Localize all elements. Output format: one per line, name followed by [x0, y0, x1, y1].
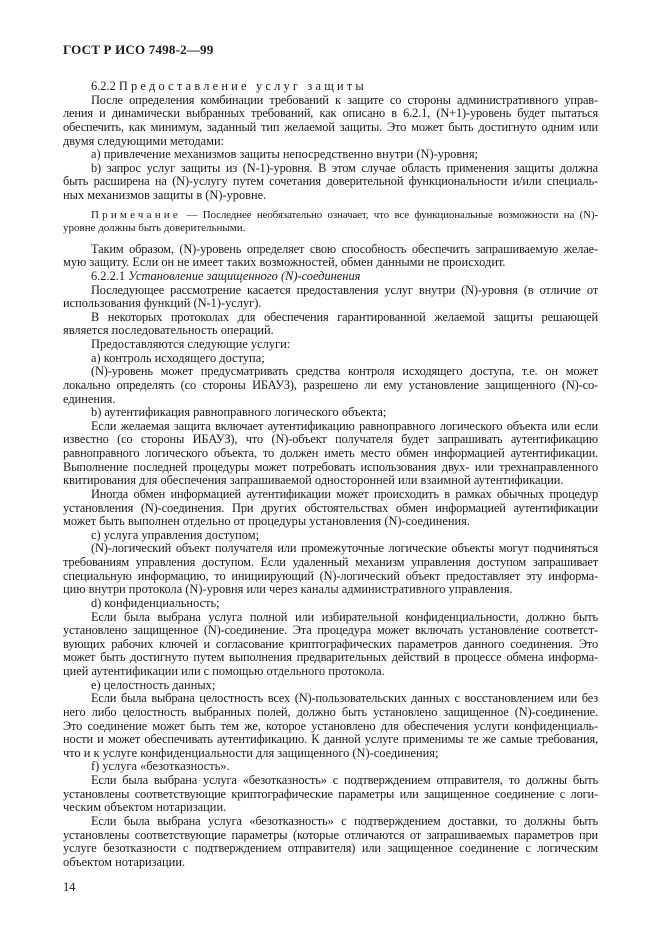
- paragraph: [63, 162, 598, 203]
- text-line: может быть достигнуто путем выполнения предварительных действий в процессе обмена информа-: [63, 650, 598, 665]
- note-label: Примечание: [91, 208, 181, 221]
- text-line: установлены соответствующие параметры (которые отличаются от запрашиваемых параметров при: [63, 827, 598, 842]
- text-line: единения.: [63, 391, 116, 406]
- text-line: После определения комбинации требований к защите со стороны административного управ-: [91, 92, 598, 107]
- paragraphs-group-1: [63, 94, 598, 203]
- text-line: него либо целостность выбранных полей, должно быть установлено защищенное (N)-соединение.: [63, 704, 598, 719]
- text-line: Если была выбрана услуга «безотказность» с подтверждением доставки, то должны быть: [91, 813, 598, 828]
- text-line: ческим объектом нотаризации.: [63, 800, 227, 815]
- text-line: a) привлечение механизмов защиты непосредственно внутри (N)-уровня;: [91, 147, 478, 162]
- section-number: 6.2.2: [91, 79, 116, 93]
- paragraph: [63, 815, 598, 870]
- text-line: Предоставляются следующие услуги:: [91, 337, 291, 351]
- paragraph: [63, 529, 598, 543]
- text-line: установлено защищенное (N)-соединение. Эта процедура может включать установление соответст-: [63, 623, 598, 638]
- subsection-title: Установление защищенного (N)-соединения: [128, 268, 361, 283]
- text-line: ных механизмов защиты в (N)-уровне.: [63, 188, 267, 202]
- paragraph: [63, 774, 598, 815]
- paragraph: [63, 284, 598, 311]
- text-line: цией аутентификации или с помощью отдельного протокола.: [63, 664, 385, 678]
- paragraph: [63, 148, 598, 162]
- text-line: что и к услуге конфиденциальности для защищенного (N)-соединения;: [63, 745, 439, 760]
- paragraph: [63, 420, 598, 488]
- paragraph: [63, 94, 598, 149]
- text-line: b) запрос услуг защиты из (N-1)-уровня. В этом случае область применения защиты должна: [91, 160, 598, 175]
- text-line: (N)-логический объект получателя или промежуточные логические объекты могут подчиняться: [91, 541, 598, 556]
- text-line: быть расширена на (N)-услугу путем сочетания доверительной функциональности и/или специаль-: [63, 174, 598, 189]
- text-line: (N)-уровень может предусматривать средства контроля исходящего доступа, т.е. он может: [91, 364, 598, 379]
- text-line: объектом нотаризации.: [63, 854, 186, 869]
- text-line: f) услуга «безотказность».: [91, 759, 230, 774]
- paragraph: [63, 542, 598, 597]
- text-line: Если была выбрана услуга полной или избирательной конфиденциальности, должно быть: [91, 609, 598, 624]
- text-line: d) конфиденциальность;: [91, 595, 220, 610]
- text-line: ления и динамически выбранных требований, как описано в 6.2.1, (N+1)-уровень будет пытаться: [63, 106, 598, 121]
- section-title: Предоставление услуг защиты: [118, 79, 367, 93]
- text-line: Последующее рассмотрение касается предоставления услуг внутри (N)-уровня (в отличие от: [91, 282, 598, 297]
- text-line: Если была выбрана услуга «безотказность» с подтверждением отправителя, то должны быть: [91, 773, 598, 787]
- paragraph: [63, 243, 598, 270]
- paragraph: [63, 679, 598, 693]
- note-line: [63, 209, 598, 222]
- text-line: В некоторых протоколах для обеспечения гарантированной желаемой защиты решающей: [91, 309, 598, 324]
- text-line: Иногда обмен информацией аутентификации может происходить в рамках обычных процедур: [91, 486, 598, 501]
- paragraph: [63, 406, 598, 420]
- paragraph: [63, 352, 598, 366]
- text-line: Если была выбрана целостность всех (N)-пользовательских данных с восстановлением или без: [91, 691, 598, 706]
- text-line: Таким образом, (N)-уровень определяет свою способность обеспечить запрашиваемую желае-: [91, 241, 598, 256]
- text-line: ности и может обеспечивать аутентификацию. К данной услуге применимы те же самые требования,: [63, 732, 598, 747]
- paragraph: [63, 365, 598, 406]
- text-line: e) целостность данных;: [91, 677, 216, 692]
- text-line: обеспечить, как минимум, заданный тип желаемой защиты. Это может быть достигнуто одним или: [63, 119, 598, 134]
- text-line: Если желаемая защита включает аутентификацию равноправного логического объекта или если: [91, 418, 598, 433]
- section-heading: [63, 80, 598, 94]
- document-header: ГОСТ Р ИСО 7498-2—99: [63, 42, 214, 57]
- text-line: мую защиту. Если он не имеет таких возможностей, обмен данными не происходит.: [63, 255, 506, 270]
- text-line: b) аутентификация равноправного логического объекта;: [91, 405, 387, 420]
- text-line: равноправного логического объекта, то должен иметь место обмен информацией аутентификации.: [63, 446, 598, 460]
- text-line: требованиям управления доступом. Если удаленный механизм управления доступом запрашивает: [63, 555, 598, 569]
- page-number: 14: [63, 880, 76, 895]
- text-line: Это соединение может быть тем же, которое установлено для обеспечения услуги конфиденциаль-: [63, 718, 598, 733]
- paragraph: [63, 611, 598, 679]
- paragraph: [63, 760, 598, 774]
- note: [63, 209, 598, 235]
- text-line: вующих рабочих ключей и согласование криптографических параметров данного соединения. Это: [63, 636, 598, 651]
- text-line: квитирования для обеспечения запрашиваемой односторонней или взаимной аутентификации.: [63, 473, 564, 488]
- subsection-heading: [63, 270, 598, 284]
- paragraph: [63, 597, 598, 611]
- text-line: установлены соответствующие криптографические параметры или защищенное соединение с логи-: [63, 786, 598, 801]
- text-line: известно (со стороны ИБАУЗ), что (N)-объект получателя будет запрашивать аутентификацию: [63, 432, 598, 447]
- paragraph: [63, 311, 598, 338]
- note-line: уровне должны быть доверительными.: [63, 221, 246, 234]
- note-text: — Последнее необязательно означает, что все функциональные возможности на (N)-: [186, 208, 598, 221]
- document-body: [63, 80, 598, 915]
- text-line: услуге безотказности с подтверждением отправителя) или защищенное соединение с логическим: [63, 841, 598, 856]
- paragraph: [63, 338, 598, 352]
- text-line: является последовательность операций.: [63, 323, 274, 338]
- text-line: может быть выполнен отдельно от процедуры установления (N)-соединения.: [63, 514, 470, 529]
- subsection-number: 6.2.2.1: [91, 268, 126, 283]
- paragraph: [63, 692, 598, 760]
- text-line: использования функций (N-1)-услуг).: [63, 296, 262, 311]
- text-line: Выполнение последней процедуры может потребовать использования двух- или трехнаправленного: [63, 459, 598, 474]
- text-line: специальную информацию, то инициирующий (N)-логический объект предоставляет эту информа-: [63, 568, 598, 583]
- text-line: локально определять (со стороны ИБАУЗ), разрешено ли ему установление защищенного (N)-со-: [63, 377, 598, 392]
- text-line: a) контроль исходящего доступа;: [91, 350, 265, 365]
- paragraphs-group-2: [63, 243, 598, 270]
- text-line: цию внутри протокола (N)-уровня или через каналы административного управления.: [63, 582, 513, 597]
- text-line: установления (N)-соединения. При других обстоятельствах обмен информацией аутентификации: [63, 500, 598, 515]
- text-line: двумя следующими методами:: [63, 133, 225, 148]
- paragraph: [63, 488, 598, 529]
- paragraphs-group-3: [63, 284, 598, 870]
- text-line: c) услуга управления доступом;: [91, 527, 260, 542]
